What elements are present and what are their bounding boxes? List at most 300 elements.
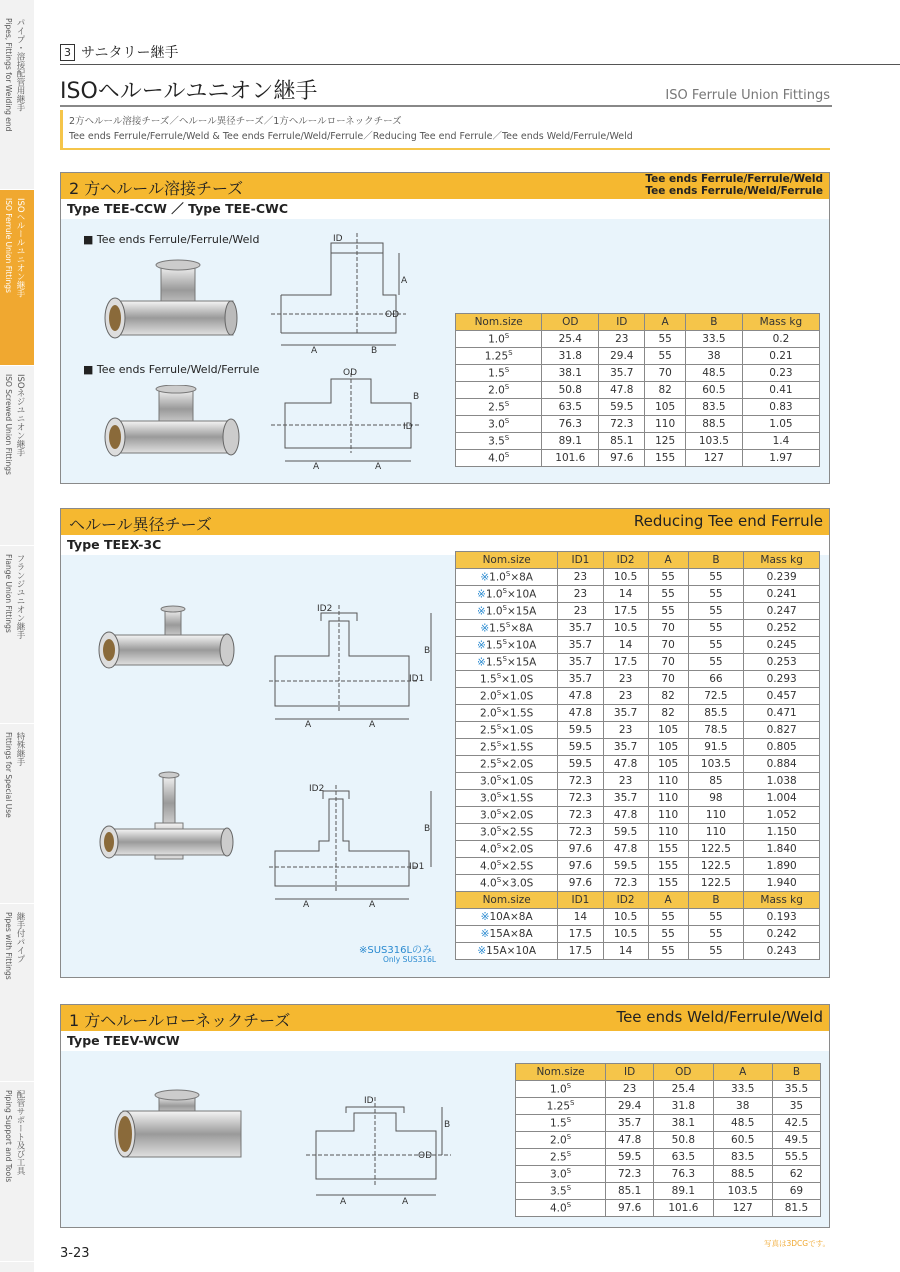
tee-fitting-photo — [101, 257, 241, 347]
nom-size-suffix: S — [566, 1082, 572, 1091]
nom-size-suffix: S — [496, 825, 502, 834]
nom-size: 1.0 — [485, 605, 503, 618]
sidebar-label-en: Fittings for Special Use — [4, 732, 13, 818]
table-cell: 55 — [648, 926, 688, 943]
nom-size: 1.5 — [485, 656, 503, 669]
table-cell: 35.7 — [558, 671, 603, 688]
table-cell: 1.05 — [742, 416, 819, 433]
nom-size-suffix: S — [504, 366, 510, 375]
table-cell: 0.239 — [744, 569, 820, 586]
nom-size: 1.0 — [488, 333, 505, 346]
table-header-cell: A — [648, 552, 688, 569]
nom-size-suffix: S — [496, 876, 502, 885]
nom-size-suffix: S — [496, 774, 502, 783]
nom-size-rest: ×2.0S — [501, 843, 534, 856]
nom-size: 2.0 — [549, 1134, 567, 1147]
table-cell: 55 — [688, 620, 744, 637]
sidebar-label-en: ISO Screwed Union Fittings — [4, 374, 13, 475]
nom-size-rest: ×2.0S — [501, 758, 534, 771]
nom-size-suffix: S — [505, 621, 511, 630]
table-cell: 17.5 — [558, 943, 603, 960]
dim-label: ID2 — [317, 604, 333, 614]
dim-label: B — [413, 392, 420, 402]
section-teex-3c — [60, 508, 830, 978]
table-cell: 50.8 — [654, 1132, 713, 1149]
table-row — [456, 331, 820, 348]
nom-size-rest: ×1.5S — [501, 741, 534, 754]
description-box — [60, 110, 830, 150]
table-header-cell: Nom.size — [456, 552, 558, 569]
table-cell: 1.150 — [744, 824, 820, 841]
table-header-row — [456, 552, 820, 569]
nom-size: 3.0 — [480, 775, 497, 788]
table-cell: 72.5 — [688, 688, 744, 705]
nom-size-suffix: S — [496, 706, 502, 715]
nom-size-rest: ×10A — [506, 588, 537, 601]
dimension-drawing — [271, 363, 421, 473]
table-cell: 55 — [688, 943, 744, 960]
section-header — [61, 509, 829, 535]
table-cell — [456, 841, 558, 858]
table-cell — [456, 654, 558, 671]
nom-size: 2.5 — [549, 1151, 567, 1164]
table-cell: 33.5 — [713, 1081, 772, 1098]
table-cell: 76.3 — [542, 416, 599, 433]
sidebar-label: パイプ・溶接配管用継手 — [15, 18, 25, 112]
table-header-cell: Nom.size — [456, 314, 542, 331]
table-row — [456, 569, 820, 586]
nom-size: 2.5 — [480, 758, 497, 771]
nom-size-rest: ×10A — [506, 639, 537, 652]
table-cell: 72.3 — [603, 875, 648, 892]
table-header-cell: Mass kg — [744, 552, 820, 569]
table-cell: 127 — [713, 1200, 772, 1217]
nom-size: 1.5 — [480, 673, 497, 686]
table-cell: 35.7 — [599, 365, 645, 382]
nom-size-suffix: S — [505, 570, 511, 579]
nom-size-suffix: S — [566, 1167, 572, 1176]
table-cell: 48.5 — [713, 1115, 772, 1132]
table-cell: 35.5 — [772, 1081, 820, 1098]
table-cell: 60.5 — [685, 382, 742, 399]
table-row — [516, 1081, 821, 1098]
table-header-cell: B — [688, 552, 744, 569]
spec-table — [515, 1063, 821, 1217]
table-cell: 0.41 — [742, 382, 819, 399]
table-cell: 0.247 — [744, 603, 820, 620]
sidebar-label-en: Pipes, Fittings for Welding end — [4, 18, 13, 132]
material-note: ※SUS316Lのみ — [359, 945, 433, 956]
nom-size: 1.5 — [488, 367, 505, 380]
sidebar-item-pipes-fittings[interactable] — [0, 904, 34, 1082]
table-cell: 23 — [606, 1081, 654, 1098]
table-header-cell: ID1 — [558, 552, 603, 569]
table-cell: 38 — [685, 348, 742, 365]
nom-size: 4.0 — [488, 452, 505, 465]
table-cell: 110 — [688, 824, 744, 841]
table-row — [516, 1166, 821, 1183]
nom-size: 1.0 — [489, 571, 506, 584]
nom-size-suffix: S — [504, 383, 510, 392]
table-cell: 35 — [772, 1098, 820, 1115]
table-cell: 47.8 — [606, 1132, 654, 1149]
divider — [60, 64, 900, 65]
table-row — [456, 382, 820, 399]
low-neck-tee-photo — [111, 1087, 251, 1167]
chapter-heading — [60, 42, 178, 62]
table-row — [456, 909, 820, 926]
table-header-row — [456, 892, 820, 909]
table-cell: 70 — [648, 637, 688, 654]
dimension-drawing — [271, 233, 411, 353]
table-cell: 89.1 — [542, 433, 599, 450]
table-header-cell: B — [685, 314, 742, 331]
table-cell: 55 — [648, 943, 688, 960]
table-cell: 97.6 — [558, 858, 603, 875]
table-cell: 97.6 — [599, 450, 645, 467]
table-cell: 47.8 — [603, 756, 648, 773]
table-row — [516, 1149, 821, 1166]
table-header-cell: ID — [606, 1064, 654, 1081]
table-cell: 23 — [599, 331, 645, 348]
table-cell: 47.8 — [558, 688, 603, 705]
table-cell — [516, 1149, 606, 1166]
table-cell: 101.6 — [654, 1200, 713, 1217]
table-cell — [456, 399, 542, 416]
nom-size: 4.0 — [480, 877, 497, 890]
table-cell: 85.5 — [688, 705, 744, 722]
table-cell: 35.7 — [558, 620, 603, 637]
sidebar-item-iso-screwed[interactable] — [0, 366, 34, 546]
table-cell: 0.2 — [742, 331, 819, 348]
table-cell: 10.5 — [603, 909, 648, 926]
table-row — [516, 1115, 821, 1132]
table-cell — [456, 688, 558, 705]
table-cell — [456, 382, 542, 399]
nom-size: 1.5 — [489, 622, 506, 635]
table-cell: 97.6 — [606, 1200, 654, 1217]
table-cell: 1.038 — [744, 773, 820, 790]
table-cell: 76.3 — [654, 1166, 713, 1183]
nom-size-suffix: S — [496, 791, 502, 800]
table-cell: 78.5 — [688, 722, 744, 739]
table-row — [456, 722, 820, 739]
table-cell: 103.5 — [685, 433, 742, 450]
nom-size: 2.5 — [480, 724, 497, 737]
table-cell: 72.3 — [558, 773, 603, 790]
sidebar-label: ISOネジユニオン継手 — [15, 374, 25, 457]
table-header-cell: A — [645, 314, 686, 331]
table-cell — [516, 1132, 606, 1149]
table-cell: 55 — [688, 926, 744, 943]
nom-size-suffix: S — [566, 1150, 572, 1159]
table-cell: 35.7 — [603, 790, 648, 807]
spec-table — [455, 313, 820, 467]
nom-size-suffix: S — [504, 417, 510, 426]
table-cell: 55 — [645, 331, 686, 348]
table-cell: 69 — [772, 1183, 820, 1200]
dim-label: A — [369, 720, 376, 730]
table-row — [456, 773, 820, 790]
table-cell — [456, 433, 542, 450]
table-cell: 49.5 — [772, 1132, 820, 1149]
table-cell: 83.5 — [713, 1149, 772, 1166]
sidebar-item-special[interactable] — [0, 724, 34, 904]
nom-size-suffix: S — [502, 638, 507, 647]
table-row — [456, 790, 820, 807]
table-cell: 62 — [772, 1166, 820, 1183]
table-header-cell: B — [772, 1064, 820, 1081]
table-cell: 55 — [648, 569, 688, 586]
sidebar-item-support[interactable] — [0, 1082, 34, 1262]
table-cell: 55 — [688, 603, 744, 620]
dim-label: B — [424, 646, 431, 656]
chapter-title: サニタリー継手 — [81, 45, 179, 61]
dimension-drawing — [269, 781, 439, 911]
sidebar-item-flange[interactable] — [0, 546, 34, 724]
table-cell: 72.3 — [599, 416, 645, 433]
table-cell: 110 — [648, 790, 688, 807]
table-row — [456, 620, 820, 637]
table-cell: 1.004 — [744, 790, 820, 807]
table-row — [456, 807, 820, 824]
table-cell: 72.3 — [606, 1166, 654, 1183]
nom-size: 3.0 — [480, 792, 497, 805]
dim-label: OD — [418, 1151, 433, 1161]
table-cell — [456, 875, 558, 892]
dim-label: OD — [343, 368, 358, 378]
dim-label: B — [444, 1120, 451, 1130]
nom-size: 1.5 — [549, 1117, 567, 1130]
sidebar-item-iso-ferrule[interactable] — [0, 190, 34, 366]
section-teev-wcw — [60, 1004, 830, 1228]
table-cell: 81.5 — [772, 1200, 820, 1217]
table-cell: 59.5 — [558, 739, 603, 756]
table-header-cell: OD — [654, 1064, 713, 1081]
photo-note: 写真は3DCGです。 — [764, 1239, 830, 1248]
nom-size: 3.0 — [480, 826, 497, 839]
dim-label: B — [371, 346, 378, 353]
table-cell — [456, 603, 558, 620]
dim-label: ID1 — [409, 862, 425, 872]
table-cell: 0.884 — [744, 756, 820, 773]
variant-label: ■ Tee ends Ferrule/Ferrule/Weld — [83, 233, 260, 246]
nom-size: 2.0 — [480, 690, 497, 703]
table-cell: 55 — [648, 586, 688, 603]
table-cell: 155 — [648, 841, 688, 858]
table-cell: 0.293 — [744, 671, 820, 688]
table-cell — [516, 1081, 606, 1098]
table-cell — [456, 586, 558, 603]
table-cell: 122.5 — [688, 841, 744, 858]
nom-size: 4.0 — [480, 843, 497, 856]
nom-size-suffix: S — [566, 1184, 572, 1193]
table-cell: 0.83 — [742, 399, 819, 416]
nom-size-rest: ×1.0S — [501, 690, 534, 703]
description-en: Tee ends Ferrule/Ferrule/Weld & Tee ends Ferrule/Weld/Ferrule／Reducing Tee end Ferrule／Tee ends Weld/Ferrule/Weld — [69, 131, 633, 142]
table-cell: 83.5 — [685, 399, 742, 416]
nom-size-suffix: S — [502, 587, 507, 596]
nom-size: 2.5 — [480, 741, 497, 754]
nom-size-rest: ×1.0S — [501, 673, 534, 686]
table-row — [456, 586, 820, 603]
table-cell: 105 — [645, 399, 686, 416]
nom-size-rest: ×8A — [510, 622, 533, 635]
table-cell — [456, 671, 558, 688]
table-row — [456, 926, 820, 943]
table-cell: 66 — [688, 671, 744, 688]
table-cell: 97.6 — [558, 875, 603, 892]
table-cell: 14 — [558, 909, 603, 926]
divider — [60, 105, 832, 107]
table-cell: 55 — [648, 603, 688, 620]
table-cell: 105 — [648, 722, 688, 739]
table-cell: 0.253 — [744, 654, 820, 671]
table-cell: 35.7 — [603, 705, 648, 722]
table-cell: 0.252 — [744, 620, 820, 637]
table-cell: 23 — [558, 569, 603, 586]
table-cell: 50.8 — [542, 382, 599, 399]
table-cell: 0.21 — [742, 348, 819, 365]
table-cell: 82 — [645, 382, 686, 399]
sidebar-label: 継手付パイプ — [15, 912, 25, 963]
table-cell: 103.5 — [713, 1183, 772, 1200]
table-cell: 110 — [688, 807, 744, 824]
section-title-en: Tee ends Weld/Ferrule/Weld — [616, 1008, 823, 1026]
table-cell — [456, 620, 558, 637]
table-cell — [456, 926, 558, 943]
table-row — [456, 433, 820, 450]
table-cell: 48.5 — [685, 365, 742, 382]
table-cell: 55 — [688, 909, 744, 926]
table-cell — [516, 1183, 606, 1200]
dim-label: A — [305, 720, 312, 730]
table-cell: 0.805 — [744, 739, 820, 756]
table-cell: 47.8 — [599, 382, 645, 399]
table-row — [516, 1183, 821, 1200]
table-row — [456, 841, 820, 858]
table-row — [456, 671, 820, 688]
sidebar-label: 配管サポート及び工具 — [15, 1090, 25, 1175]
nom-size-suffix: S — [502, 655, 507, 664]
sus316l-mark: ※ — [477, 656, 486, 669]
chapter-number: 3 — [60, 44, 75, 61]
table-cell: 63.5 — [654, 1149, 713, 1166]
sidebar-label-en: Piping Support and Tools — [4, 1090, 13, 1183]
table-cell: 23 — [603, 722, 648, 739]
table-cell — [456, 790, 558, 807]
spec-table — [455, 551, 820, 960]
table-cell: 47.8 — [603, 841, 648, 858]
sidebar-item-pipes[interactable] — [0, 10, 34, 190]
table-cell — [516, 1200, 606, 1217]
table-cell: 23 — [603, 688, 648, 705]
table-header-row — [516, 1064, 821, 1081]
section-title-en — [645, 173, 823, 197]
table-cell: 25.4 — [654, 1081, 713, 1098]
material-note-en: Only SUS316L — [383, 955, 437, 964]
table-cell: 103.5 — [688, 756, 744, 773]
section-type: Type TEEV-WCW — [61, 1031, 829, 1051]
table-header-cell: ID — [599, 314, 645, 331]
section-type: Type TEEX-3C — [61, 535, 829, 555]
table-cell — [456, 773, 558, 790]
nom-size: 2.0 — [488, 384, 505, 397]
table-cell: 97.6 — [558, 841, 603, 858]
table-row — [456, 637, 820, 654]
table-cell: 70 — [648, 654, 688, 671]
nom-size: 15A×10A — [486, 945, 537, 957]
table-cell — [516, 1166, 606, 1183]
table-cell: 55 — [688, 586, 744, 603]
table-cell: 155 — [645, 450, 686, 467]
table-row — [516, 1132, 821, 1149]
table-row — [456, 756, 820, 773]
table-header-cell: A — [648, 892, 688, 909]
nom-size: 1.0 — [549, 1083, 567, 1096]
sus316l-mark: ※ — [477, 588, 486, 601]
table-header-cell: OD — [542, 314, 599, 331]
section-tee-ccw — [60, 172, 830, 484]
table-cell — [456, 739, 558, 756]
table-row — [456, 739, 820, 756]
table-header-cell: Mass kg — [744, 892, 820, 909]
table-cell — [516, 1098, 606, 1115]
table-cell: 72.3 — [558, 807, 603, 824]
table-cell: 59.5 — [558, 756, 603, 773]
nom-size: 4.0 — [480, 860, 497, 873]
nom-size-suffix: S — [570, 1099, 575, 1108]
nom-size-suffix: S — [496, 689, 502, 698]
table-cell — [456, 858, 558, 875]
table-cell: 1.97 — [742, 450, 819, 467]
section-title-en-line: Tee ends Ferrule/Ferrule/Weld — [645, 173, 823, 185]
nom-size: 1.25 — [484, 350, 509, 363]
table-cell: 31.8 — [542, 348, 599, 365]
table-cell: 105 — [648, 739, 688, 756]
sus316l-mark: ※ — [477, 945, 487, 957]
table-cell: 33.5 — [685, 331, 742, 348]
table-cell: 10.5 — [603, 926, 648, 943]
nom-size: 2.0 — [480, 707, 497, 720]
nom-size-suffix: S — [566, 1116, 572, 1125]
nom-size-suffix: S — [504, 434, 510, 443]
nom-size-suffix: S — [504, 451, 510, 460]
table-row — [456, 824, 820, 841]
dimension-drawing — [306, 1091, 456, 1211]
dim-label: A — [369, 900, 376, 910]
nom-size-suffix: S — [496, 740, 502, 749]
table-cell: 42.5 — [772, 1115, 820, 1132]
dim-label: A — [303, 900, 310, 910]
table-cell: 35.7 — [558, 654, 603, 671]
page-number: 3-23 — [60, 1246, 90, 1261]
section-title-en-line: Tee ends Ferrule/Weld/Ferrule — [645, 185, 823, 197]
sidebar-label-en: ISO Ferrule Union Fittings — [4, 198, 13, 293]
table-cell — [516, 1115, 606, 1132]
nom-size-suffix: S — [566, 1133, 572, 1142]
table-cell: 0.242 — [744, 926, 820, 943]
table-cell: 55.5 — [772, 1149, 820, 1166]
dim-label: A — [375, 462, 382, 472]
table-header-cell: Nom.size — [516, 1064, 606, 1081]
sus316l-mark: ※ — [480, 622, 490, 635]
table-cell: 0.471 — [744, 705, 820, 722]
nom-size: 15A×8A — [489, 928, 533, 940]
tee-fitting-photo — [101, 385, 241, 465]
table-cell: 31.8 — [654, 1098, 713, 1115]
dim-label: ID — [403, 422, 413, 432]
